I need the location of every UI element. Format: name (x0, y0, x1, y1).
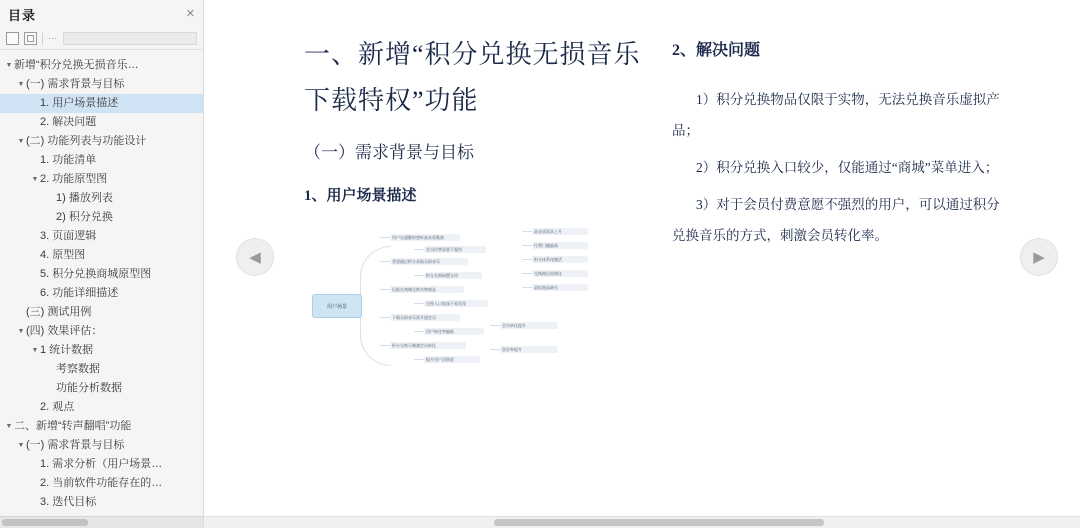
toc-list[interactable] (0, 50, 203, 526)
mind-map-connector (414, 303, 424, 304)
toc-sidebar (0, 0, 204, 528)
toc-item-label: 3. 迭代目标 (40, 496, 97, 509)
chevron-down-icon[interactable]: ▼ (31, 175, 39, 183)
toc-item-label: 1 统计数据 (40, 344, 94, 357)
mind-map-connector (522, 231, 532, 232)
toc-item-label: 1. 需求分析（用户场景… (40, 458, 163, 471)
toc-item-label: 5. 积分兑换商城原型图 (40, 268, 152, 281)
paragraph: 3）对于会员付费意愿不强烈的用户，可以通过积分兑换音乐的方式，刺激会员转化率。 (672, 196, 1000, 243)
toc-item-label: 2. 功能原型图 (40, 173, 108, 186)
toc-item[interactable] (0, 170, 203, 189)
mind-map-node: 积分兑换可刺激会员转化 (390, 342, 466, 349)
section-heading-requirements: （一）需求背景与目标 (304, 143, 474, 162)
toolbar-divider (42, 33, 43, 45)
more-options-icon[interactable]: ⋯ (48, 33, 58, 43)
mind-map-connector (414, 359, 424, 360)
toc-item-label: 1. 功能清单 (40, 154, 97, 167)
toc-item-label: (四) 效果评估： (26, 325, 103, 338)
page-title: 一、新增“积分兑换无损音乐下载特权”功能 (304, 40, 641, 115)
search-input[interactable] (63, 32, 197, 45)
mind-map-connector (522, 245, 532, 246)
toc-item[interactable] (0, 417, 203, 436)
document-left-column (304, 0, 654, 382)
toc-item-label: 考察数据 (56, 363, 100, 376)
chevron-down-icon[interactable]: ▼ (17, 441, 25, 449)
toc-item[interactable] (0, 56, 203, 75)
mind-map-connector (380, 237, 390, 238)
toc-item[interactable] (0, 75, 203, 94)
toc-item-label: 3. 页面逻辑 (40, 230, 97, 243)
chevron-down-icon[interactable]: ▼ (31, 346, 39, 354)
mind-map-node: 下载无损音乐需开通会员 (390, 314, 460, 321)
subsection-heading-user-scenario: 1、用户场景描述 (304, 188, 417, 205)
toc-item[interactable] (0, 113, 203, 132)
mind-map-connector (414, 331, 424, 332)
sidebar-toolbar (0, 28, 203, 50)
mind-map-connector (522, 287, 532, 288)
sidebar-header (0, 0, 203, 28)
scrollbar-thumb[interactable] (494, 519, 824, 526)
mind-map-connector (522, 273, 532, 274)
toc-item[interactable] (0, 208, 203, 227)
toc-item-label: 功能分析数据 (56, 382, 122, 395)
toc-item[interactable] (0, 303, 203, 322)
toc-item[interactable] (0, 493, 203, 512)
mind-map-node: 提升用户活跃度 (424, 356, 480, 363)
toc-item[interactable] (0, 227, 203, 246)
toc-item-label: (一) 需求背景与目标 (26, 78, 125, 91)
toc-item-label: 2. 解决问题 (40, 116, 97, 129)
toc-item[interactable] (0, 151, 203, 170)
mind-map-node: 积分体系待激活 (532, 256, 588, 263)
expand-all-icon[interactable] (6, 32, 19, 45)
mind-map-connector (490, 325, 500, 326)
toc-item[interactable] (0, 265, 203, 284)
chevron-down-icon[interactable]: ▼ (5, 422, 13, 430)
toc-item-label: 2. 观点 (40, 401, 75, 414)
mind-map-node: 付费门槛偏高 (532, 242, 588, 249)
mind-map-node: 仅能在商城兑换实物商品 (390, 286, 464, 293)
chevron-down-icon[interactable]: ▼ (17, 137, 25, 145)
chevron-left-icon[interactable]: ◀ (236, 238, 274, 276)
paragraph: 1）积分兑换物品仅限于实物，无法兑换音乐虚拟产品； (672, 91, 1000, 138)
mind-map-connector (414, 249, 424, 250)
mind-map-connector (380, 317, 390, 318)
toc-item[interactable] (0, 284, 203, 303)
toc-item-label: 新增“积分兑换无损音乐… (14, 59, 139, 72)
toc-item[interactable] (0, 398, 203, 417)
toc-item-label: (三) 测试用例 (26, 306, 92, 319)
mind-map-node: 留存率提升 (500, 346, 558, 353)
toc-item[interactable] (0, 360, 203, 379)
mind-map-connector (522, 259, 532, 260)
mind-map-node: 虚拟商品缺失 (532, 284, 588, 291)
mind-map-connector (380, 261, 390, 262)
mind-map-node: 希望通过积分获取无损音乐 (390, 258, 468, 265)
horizontal-scrollbar[interactable] (204, 516, 1080, 528)
mind-map-node: 用户在通勤时想听高音质歌曲 (390, 234, 460, 241)
toc-item[interactable] (0, 436, 203, 455)
chevron-down-icon[interactable]: ▼ (17, 327, 25, 335)
toc-item-label: (一) 需求背景与目标 (26, 439, 125, 452)
sidebar-horizontal-scrollbar[interactable] (0, 516, 204, 528)
mind-map-connector (380, 289, 390, 290)
mind-map-trunk (360, 246, 391, 366)
toc-item[interactable] (0, 322, 203, 341)
collapse-all-icon[interactable] (24, 32, 37, 45)
chevron-down-icon[interactable]: ▼ (5, 61, 13, 69)
close-icon[interactable]: ✕ (185, 7, 195, 20)
document-page (204, 0, 1080, 528)
toc-item[interactable] (0, 94, 203, 113)
mind-map-figure (304, 222, 634, 382)
toc-item[interactable] (0, 341, 203, 360)
mind-map-node: 会员转化提升 (500, 322, 558, 329)
section-heading-problems: 2、解决问题 (672, 42, 761, 59)
chevron-down-icon[interactable]: ▼ (17, 80, 25, 88)
toc-item[interactable] (0, 246, 203, 265)
mind-map-node: 兑换路径需简化 (532, 270, 588, 277)
scrollbar-thumb[interactable] (2, 519, 88, 526)
toc-item-label: 6. 功能详细描述 (40, 287, 119, 300)
toc-item[interactable] (0, 455, 203, 474)
toc-item-label: 二、新增“转声翻唱”功能 (14, 420, 132, 433)
mind-map-node: 积分长期闲置无用 (424, 272, 482, 279)
mind-map-connector (490, 349, 500, 350)
mind-map-root-node: 用户场景 (312, 294, 362, 318)
mind-map-connector (414, 275, 424, 276)
toc-item[interactable] (0, 474, 203, 493)
mind-map-connector (380, 345, 390, 346)
mind-map-node: 用户转化率偏低 (424, 328, 484, 335)
toc-item[interactable] (0, 189, 203, 208)
mind-map-node: 兑换入口较深不易发现 (424, 300, 488, 307)
toc-item[interactable] (0, 379, 203, 398)
document-right-column (672, 0, 1002, 257)
mind-map-node: 会员付费意愿不强烈 (424, 246, 486, 253)
mind-map-node: 高音质需求上升 (532, 228, 588, 235)
sidebar-title: 目录 (8, 7, 37, 23)
paragraph: 2）积分兑换入口较少，仅能通过“商城”菜单进入； (696, 159, 999, 175)
toc-item-label: 2) 积分兑换 (56, 211, 113, 224)
chevron-right-icon[interactable]: ▶ (1020, 238, 1058, 276)
toc-item-label: 1. 用户场景描述 (40, 97, 119, 110)
toc-item-label: 4. 原型图 (40, 249, 86, 262)
toc-item-label: 1) 播放列表 (56, 192, 113, 205)
toc-item-label: 2. 当前软件功能存在的… (40, 477, 163, 490)
toc-item[interactable] (0, 132, 203, 151)
toc-item-label: (二) 功能列表与功能设计 (26, 135, 147, 148)
